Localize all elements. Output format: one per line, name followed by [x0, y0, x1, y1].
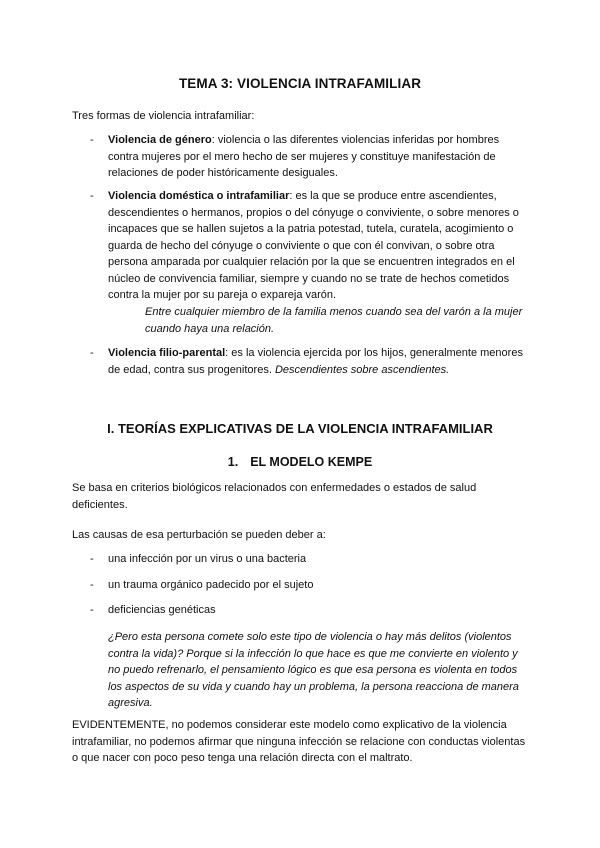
cause-text: una infección por un virus o una bacteria: [108, 553, 307, 565]
definition-domestic-violence: : es la que se produce entre ascendientes, descendientes o hermanos, propios o del cónyuge o conviviente, o sobre menores o incapaces que se hallen sujetos a la patria potestad, tutela, curatela, acogimiento o guarda de hecho del cónyuge o conviviente o que con él convivan, o sobre otra persona amparada por cualquier relación por la que se encuentren integrados en el núcleo de convivencia familiar, siempre y cuando no se trate de hechos cometidos contra la mujer por su pareja o expareja varón.: [108, 190, 519, 301]
bullet-dash: -: [90, 604, 94, 616]
subsection-number: 1.: [227, 455, 239, 469]
definition-child-parent-violence: : es la violencia ejercida por los hijos, generalmente menores de edad, contra sus progenitores.: [108, 347, 523, 376]
list-item-text: [108, 345, 532, 378]
bullet-dash: -: [90, 190, 94, 202]
question-note: ¿Pero esta persona comete solo este tipo de violencia o hay más delitos (violentos contra la vida)? Porque si la infección lo que hace es que me convierte en violento y no puedo refrenarlo, el pensamiento lógico es que esa persona es violenta en todos los aspectos de su vida y cuando hay un problema, la persona reacciona de manera agresiva.: [108, 631, 519, 709]
list-item-text: [108, 188, 532, 304]
bullet-dash: -: [90, 553, 94, 565]
note-domestic-violence: Entre cualquier miembro de la familia menos cuando sea del varón a la mujer cuando haya una relación.: [145, 306, 523, 335]
term-gender-violence: Violencia de género: [108, 134, 212, 146]
term-domestic-violence: Violencia doméstica o intrafamiliar: [108, 190, 290, 202]
conclusion-text: EVIDENTEMENTE, no podemos considerar este modelo como explicativo de la violencia intrafamiliar, no podemos afirmar que ninguna infección se relacione con conductas violentas o que nacer con poco peso tenga una relación directa con el maltrato.: [72, 719, 526, 764]
definition-gender-violence: : violencia o las diferentes violencias inferidas por hombres contra mujeres por el mero hecho de ser mujeres y constituye manifestación de relaciones de poder históricamente desiguales.: [108, 134, 500, 179]
intro-text: Tres formas de violencia intrafamiliar:: [72, 110, 255, 122]
list-item-text: [108, 132, 532, 182]
term-child-parent-violence: Violencia filio-parental: [108, 347, 226, 359]
note-child-parent-violence: Descendientes sobre ascendientes.: [274, 363, 450, 376]
cause-text: un trauma orgánico padecido por el sujeto: [108, 579, 314, 591]
bullet-dash: -: [90, 347, 94, 359]
subsection-title: [0, 454, 600, 471]
subsection-label: EL MODELO KEMPE: [250, 455, 373, 469]
page-title: TEMA 3: VIOLENCIA INTRAFAMILIAR: [178, 76, 422, 91]
section-title: I. TEORÍAS EXPLICATIVAS DE LA VIOLENCIA INTRAFAMILIAR: [107, 421, 493, 436]
kempe-intro: Se basa en criterios biológicos relacionados con enfermedades o estados de salud deficientes.: [72, 482, 477, 511]
bullet-dash: -: [90, 579, 94, 591]
bullet-dash: -: [90, 134, 94, 146]
causes-intro: Las causas de esa perturbación se pueden deber a:: [72, 529, 326, 541]
cause-text: deficiencias genéticas: [108, 604, 216, 616]
